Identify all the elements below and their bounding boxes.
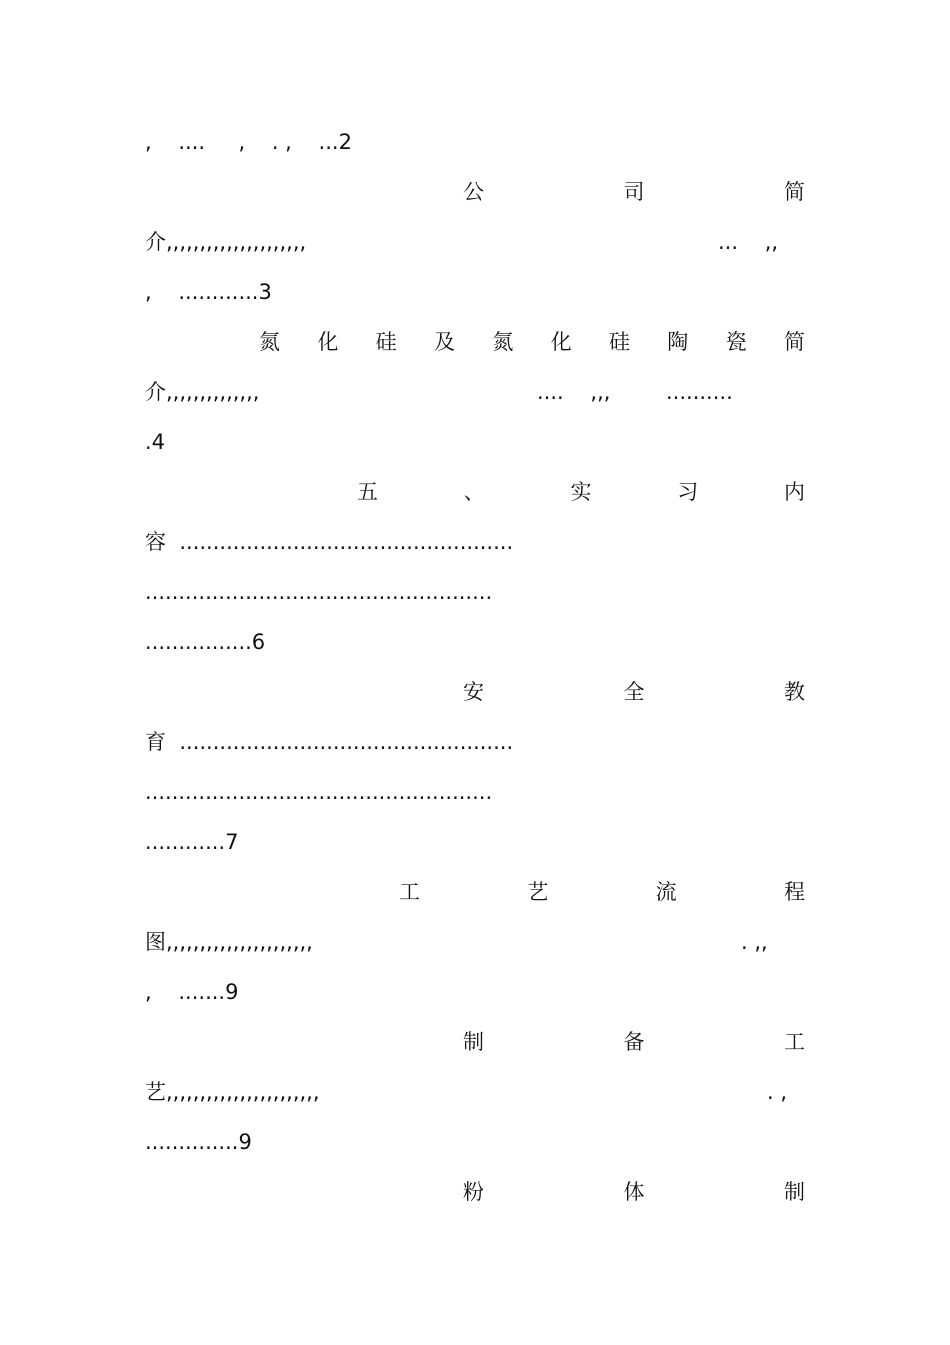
heading-char: 化 (317, 330, 339, 354)
heading-char: 瓷 (725, 330, 747, 354)
toc-heading-powder-preparation (463, 1177, 805, 1207)
heading-char: 制 (463, 1030, 484, 1054)
toc-line-17-right: . ,, (741, 930, 768, 954)
heading-char: 内 (784, 480, 805, 504)
toc-line-20-right: . , (767, 1080, 788, 1104)
heading-char: 化 (550, 330, 572, 354)
heading-char: 实 (570, 480, 592, 504)
toc-line-17-left: 图,,,,,,,,,,,,,,,,,,,,,, (145, 930, 313, 954)
heading-char: 粉 (463, 1180, 484, 1204)
heading-char: 艺 (527, 880, 549, 904)
toc-line-11: ................6 (145, 630, 266, 654)
heading-char: 及 (433, 330, 455, 354)
heading-char: 氮 (259, 330, 280, 354)
heading-char: 简 (783, 330, 805, 354)
toc-line-3-left: 介,,,,,,,,,,,,,,,,,,,,, (145, 230, 307, 254)
heading-char: 五 (357, 480, 378, 504)
toc-line-21: ..............9 (145, 1130, 252, 1154)
heading-char: 习 (677, 480, 699, 504)
toc-heading-internship-content (357, 477, 805, 507)
heading-char: 硅 (375, 330, 397, 354)
toc-line-10: .................................................... (145, 580, 493, 604)
toc-line-15: ............7 (145, 830, 239, 854)
toc-line-6-right: .......... (666, 380, 733, 404)
toc-line-13: 育 .................................................. (145, 730, 514, 754)
heading-char: 、 (463, 480, 485, 504)
toc-heading-preparation-process (463, 1027, 805, 1057)
toc-heading-company-intro (463, 177, 805, 207)
heading-char: 司 (623, 180, 645, 204)
heading-char: 硅 (608, 330, 630, 354)
toc-line-9: 容 .................................................. (145, 530, 514, 554)
heading-char: 工 (399, 880, 420, 904)
heading-char: 制 (784, 1180, 805, 1204)
toc-heading-process-flow (399, 877, 805, 907)
heading-char: 氮 (492, 330, 514, 354)
heading-char: 安 (463, 680, 484, 704)
heading-char: 程 (783, 880, 805, 904)
heading-char: 工 (784, 1030, 805, 1054)
toc-heading-silicon-nitride (259, 327, 805, 357)
heading-char: 简 (784, 180, 805, 204)
toc-line-18: , .......9 (145, 980, 239, 1004)
toc-line-7: .4 (145, 430, 166, 454)
toc-line-6-mid: .... ,,, (537, 380, 611, 404)
heading-char: 流 (655, 880, 677, 904)
heading-char: 教 (784, 680, 805, 704)
toc-line-1: , .... , . , ...2 (145, 130, 352, 154)
heading-char: 公 (463, 180, 484, 204)
toc-line-3-right: ... ,, (718, 230, 779, 254)
toc-heading-safety-education (463, 677, 805, 707)
heading-char: 陶 (667, 330, 689, 354)
heading-char: 备 (623, 1030, 645, 1054)
toc-line-4: , ............3 (145, 280, 272, 304)
heading-char: 全 (623, 680, 645, 704)
heading-char: 体 (623, 1180, 645, 1204)
toc-line-6-left: 介,,,,,,,,,,,,,, (145, 380, 260, 404)
toc-line-14: .................................................... (145, 780, 493, 804)
toc-line-20-left: 艺,,,,,,,,,,,,,,,,,,,,,,, (145, 1080, 320, 1104)
